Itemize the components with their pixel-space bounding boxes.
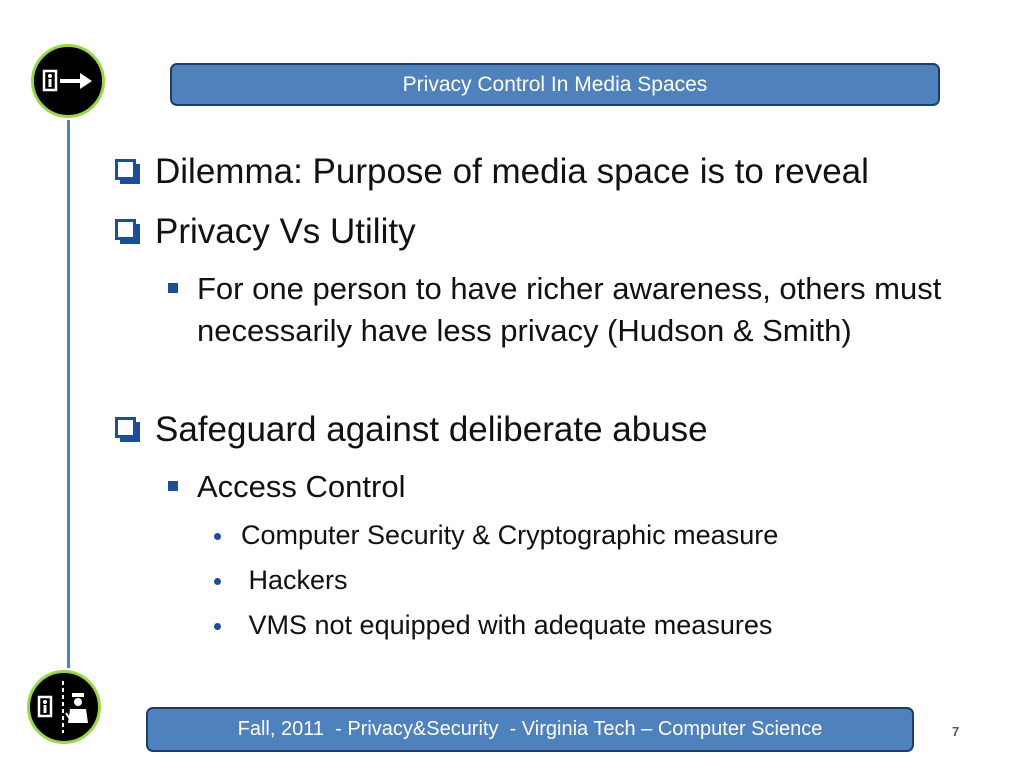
bullet-text: Privacy Vs Utility	[155, 212, 416, 251]
sub-bullet-access-control: Access Control	[197, 469, 406, 504]
slide-title: Privacy Control In Media Spaces	[170, 63, 940, 106]
sub-bullet-awareness: For one person to have richer awareness, others must necessarily have less privacy (Hudson & Smith)	[197, 271, 942, 348]
checkbox-bullet-icon	[115, 219, 141, 245]
dot-bullet-icon	[214, 623, 221, 630]
bullet-text: Safeguard against deliberate abuse	[155, 410, 708, 449]
square-bullet-icon	[168, 481, 178, 491]
square-bullet-icon	[168, 283, 178, 293]
sub-sub-bullet-security: Computer Security & Cryptographic measure	[241, 520, 779, 550]
slide-footer: Fall, 2011 - Privacy&Security - Virginia Tech – Computer Science	[146, 707, 914, 752]
sub-sub-bullet-hackers: Hackers	[241, 565, 348, 595]
bullet-dilemma	[115, 152, 869, 192]
checkbox-bullet-icon	[115, 159, 141, 185]
person-security-guard-icon	[27, 670, 101, 744]
slide-number: 7	[952, 724, 960, 739]
bullet-privacy-vs-utility	[115, 212, 416, 252]
sub-sub-bullet-vms: VMS not equipped with adequate measures	[241, 610, 773, 640]
bullet-text: Dilemma: Purpose of media space is to reveal	[155, 152, 869, 191]
bullet-safeguard	[115, 410, 708, 450]
dot-bullet-icon	[214, 578, 221, 585]
dot-bullet-icon	[214, 533, 221, 540]
checkbox-bullet-icon	[115, 417, 141, 443]
